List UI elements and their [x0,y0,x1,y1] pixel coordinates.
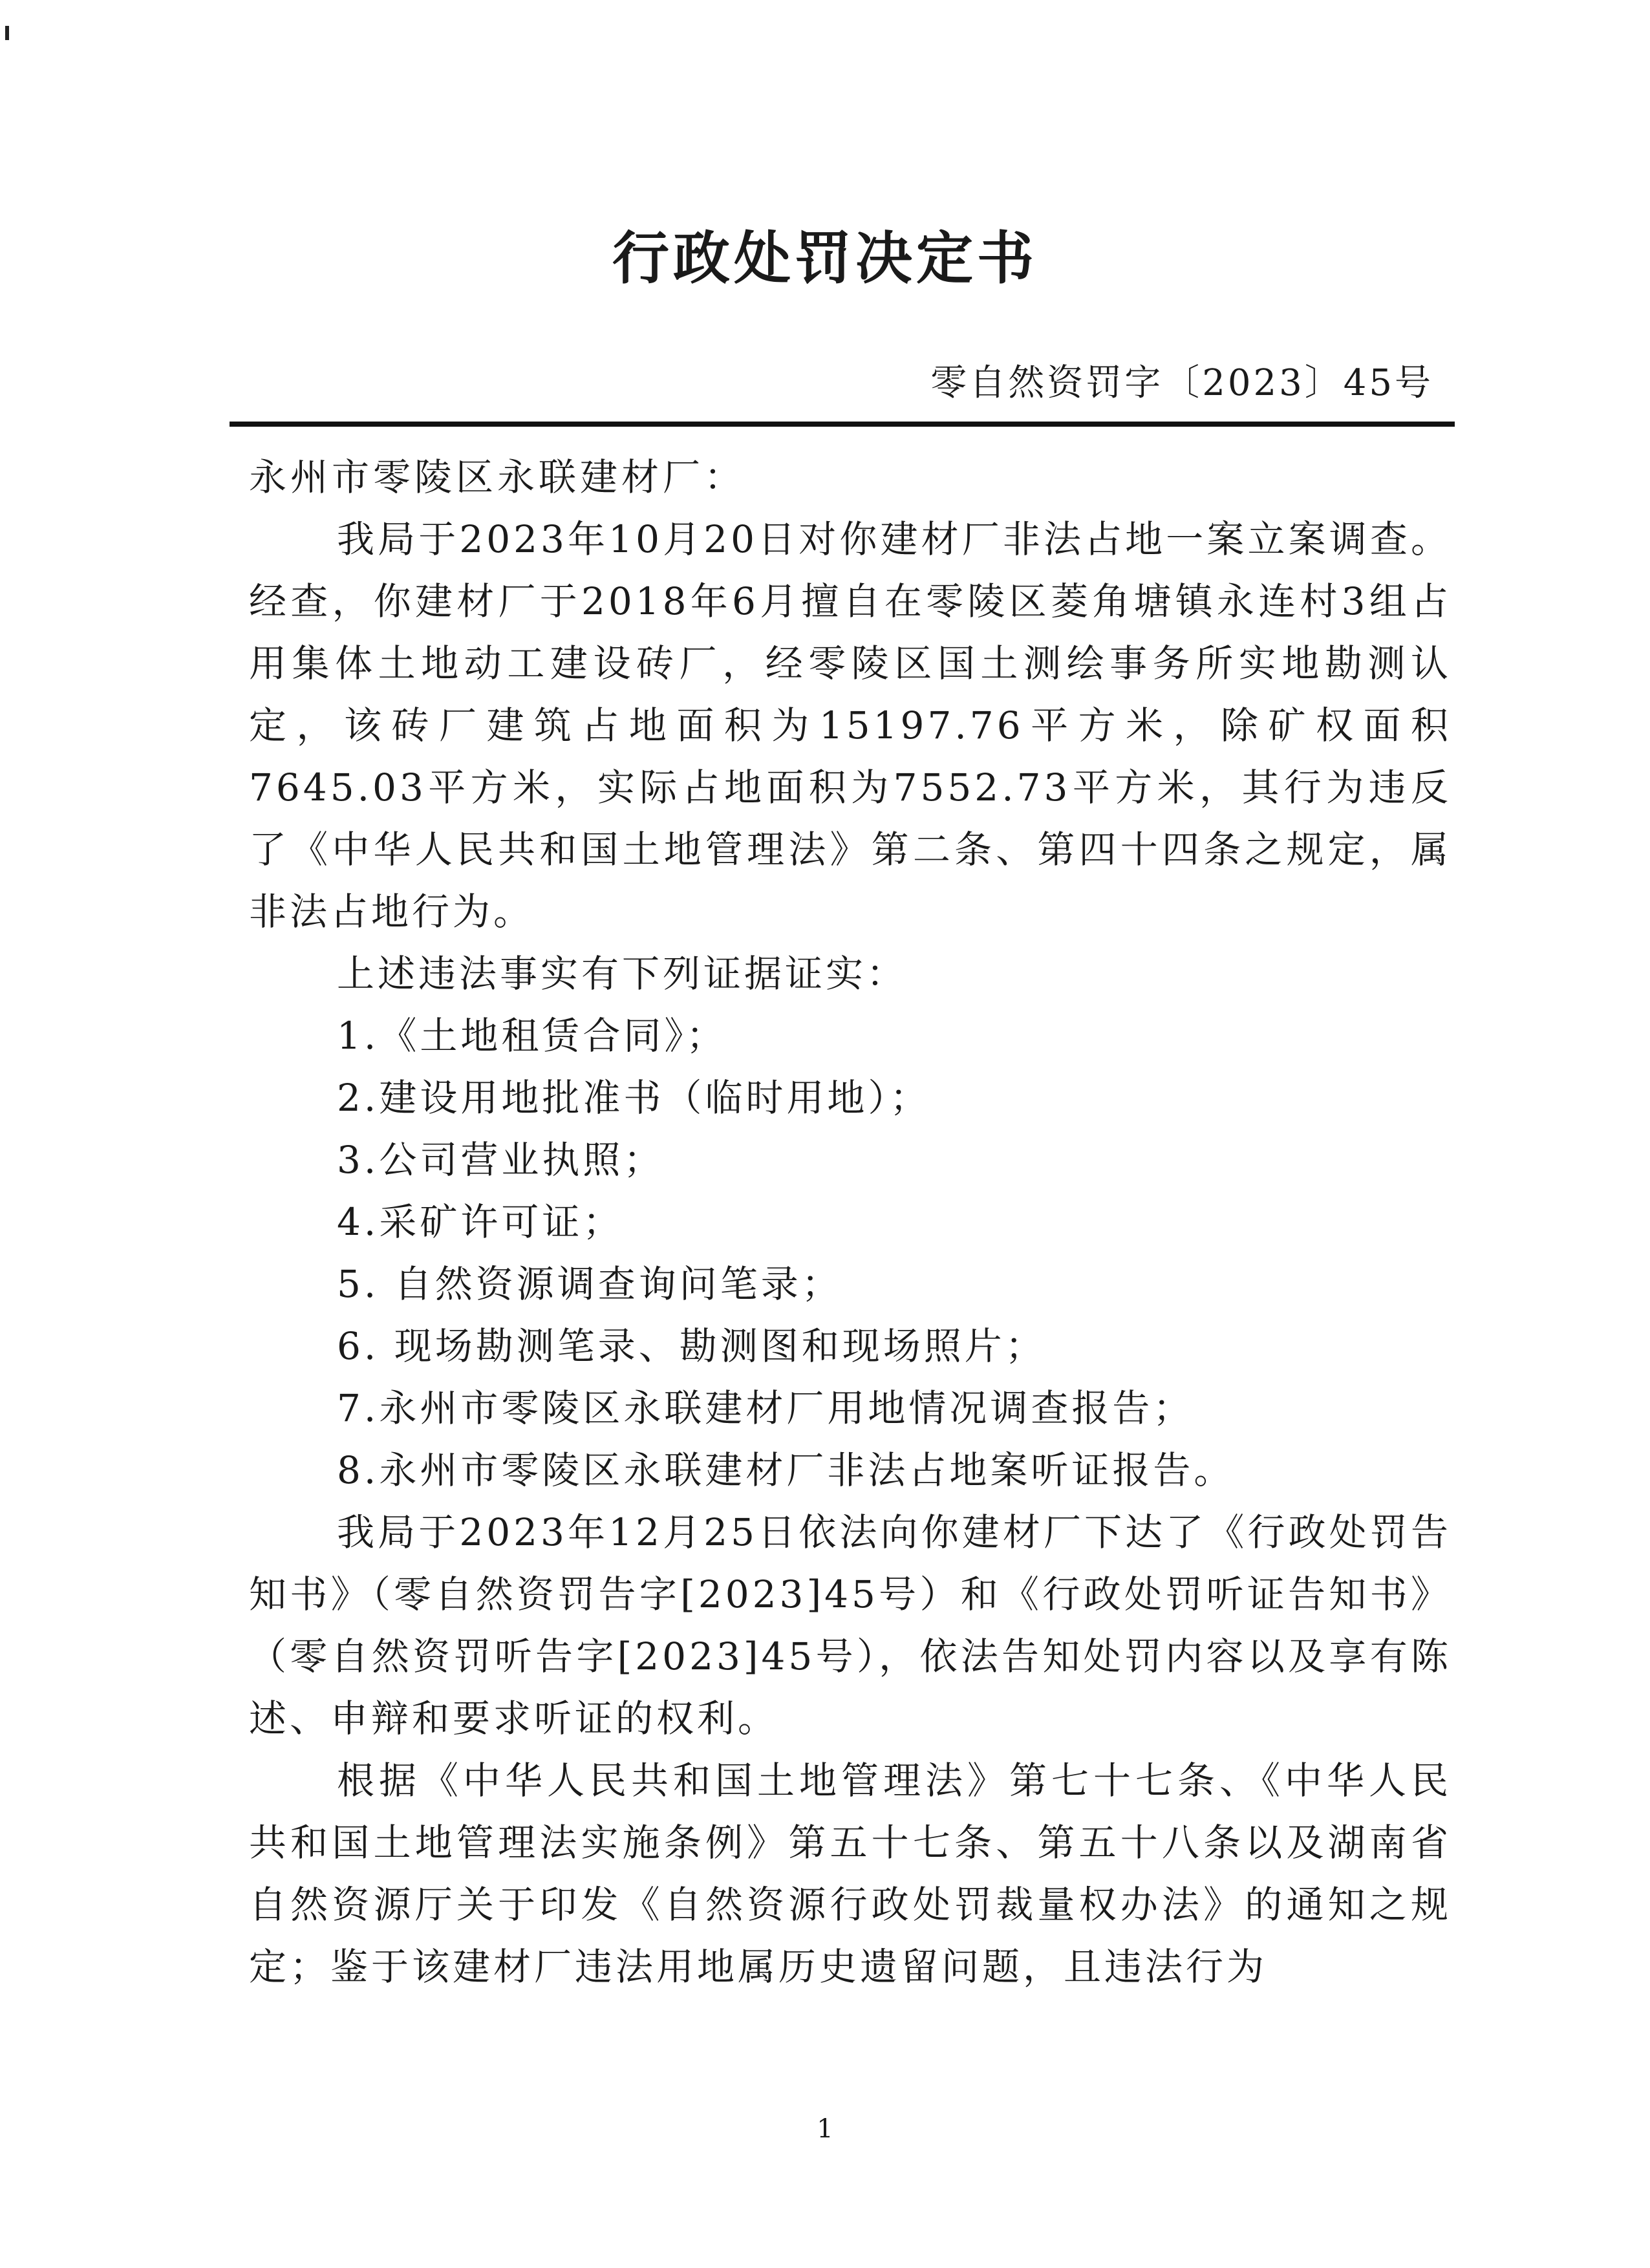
document-title: 行政处罚决定书 [612,224,1038,292]
paragraph-facts: 我局于2023年10月20日对你建材厂非法占地一案立案调查。经查，你建材厂于2018年6月擅自在零陵区菱角塘镇永连村3组占用集体土地动工建设砖厂，经零陵区国土测绘事务所实地勘测认定，该砖厂建筑占地面积为15197.76平方米，除矿权面积7645.03平方米，实际占地面积为7552.73平方米，其行为违反了《中华人民共和国土地管理法》第二条、第四十四条之规定，属非法占地行为。 [249,517,1452,934]
evidence-item: 6. 现场勘测笔录、勘测图和现场照片； [337,1324,1046,1368]
paragraph-legal-basis: 根据《中华人民共和国土地管理法》第七十七条、《中华人民共和国土地管理法实施条例》第五十七条、第五十八条以及湖南省自然资源厅关于印发《自然资源行政处罚裁量权办法》的通知之规定；鉴于该建材厂违法用地属历史遗留问题，且违法行为 [249,1759,1452,1989]
evidence-item: 4.采矿许可证； [337,1200,624,1244]
document-number: 零自然资罚字〔2023〕45号 [930,362,1433,404]
evidence-item: 7.永州市零陵区永联建材厂用地情况调查报告； [337,1386,1194,1430]
scan-mark [5,26,9,40]
document-body [249,446,1452,1998]
evidence-item: 8.永州市零陵区永联建材厂非法占地案听证报告。 [337,1448,1235,1492]
addressee: 永州市零陵区永联建材厂： [249,455,746,499]
header-rule [230,422,1455,427]
evidence-item: 2.建设用地批准书（临时用地）； [337,1076,931,1120]
page-number: 1 [817,2114,833,2144]
evidence-item: 5. 自然资源调查询问笔录； [337,1262,842,1306]
evidence-item: 3.公司营业执照； [337,1138,665,1182]
evidence-item: 1.《土地租赁合同》； [337,1014,727,1058]
paragraph-evidence-intro: 上述违法事实有下列证据证实： [337,952,908,996]
paragraph-notification: 我局于2023年12月25日依法向你建材厂下达了《行政处罚告知书》（零自然资罚告字[2023]45号）和《行政处罚听证告知书》（零自然资罚听告字[2023]45号），依法告知处罚内容以及享有陈述、申辩和要求听证的权利。 [249,1510,1452,1740]
